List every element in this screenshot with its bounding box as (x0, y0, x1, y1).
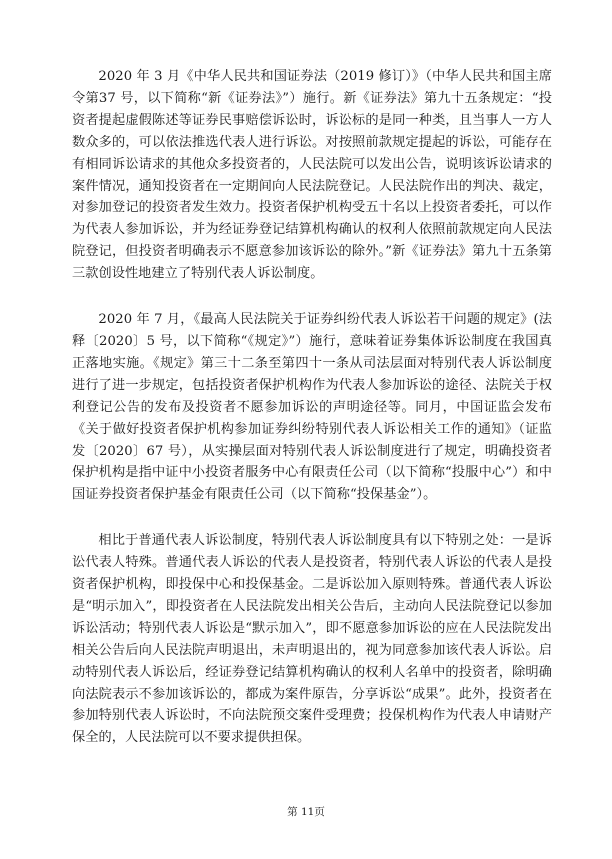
paragraph-supreme-court-rules: 2020 年 7 月，《最高人民法院关于证券纠纷代表人诉讼若干问题的规定》(法释〔2020〕5 号，以下简称“《规定》”）施行，意味着证券集体诉讼制度在我国真正落地实施。《规定》第三十二条至第四十一条从司法层面对特别代表人诉讼制度进行了进一步规定，包括投资者保护机构作为代表人参加诉讼的途径、法院关于权利登记公告的发布及投资者不愿参加诉讼的声明途径等。同月，中国证监会发布《关于做好投资者保护机构参加证券纠纷特别代表人诉讼相关工作的通知》（证监发〔2020〕67 号），从实操层面对特别代表人诉讼制度进行了规定，明确投资者保护机构是指中证中小投资者服务中心有限责任公司（以下简称“投服中心”）和中国证券投资者保护基金有限责任公司（以下简称“投保基金”）。 (72, 312, 552, 503)
page-number: 第 11页 (287, 806, 325, 818)
paragraph-securities-law: 2020 年 3 月《中华人民共和国证券法（2019 修订）》（中华人民共和国主席令第37 号，以下简称“新《证券法》”）施行。新《证券法》第九十五条规定：“投资者提起虚假陈述等证券民事赔偿诉讼时，诉讼标的是同一种类，且当事人一方人数众多的，可以依法推选代表人进行诉讼。对按照前款规定提起的诉讼，可能存在有相同诉讼请求的其他众多投资者的，人民法院可以发出公告，说明该诉讼请求的案件情况，通知投资者在一定期间向人民法院登记。人民法院作出的判决、裁定，对参加登记的投资者发生效力。投资者保护机构受五十名以上投资者委托，可以作为代表人参加诉讼，并为经证券登记结算机构确认的权利人依照前款规定向人民法院登记，但投资者明确表示不愿意参加该诉讼的除外。”新《证券法》第九十五条第三款创设性地建立了特别代表人诉讼制度。 (72, 69, 552, 282)
document-body (72, 66, 552, 773)
paragraph-special-representative-features: 相比于普通代表人诉讼制度，特别代表人诉讼制度具有以下特别之处：一是诉讼代表人特殊。普通代表人诉讼的代表人是投资者，特别代表人诉讼的代表人是投资者保护机构，即投保中心和投保基金。二是诉讼加入原则特殊。普通代表人诉讼是“明示加入”，即投资者在人民法院发出相关公告后，主动向人民法院登记以参加诉讼活动；特别代表人诉讼是“默示加入”，即不愿意参加诉讼的应在人民法院发出相关公告后向人民法院声明退出，未声明退出的，视为同意参加该代表人诉讼。启动特别代表人诉讼后，经证券登记结算机构确认的权利人名单中的投资者，除明确向法院表示不参加该诉讼的，都成为案件原告，分享诉讼“成果”。此外，投资者在参加特别代表人诉讼时，不向法院预交案件受理费；投保机构作为代表人申请财产保全的，人民法院可以不要求提供担保。 (72, 533, 552, 746)
